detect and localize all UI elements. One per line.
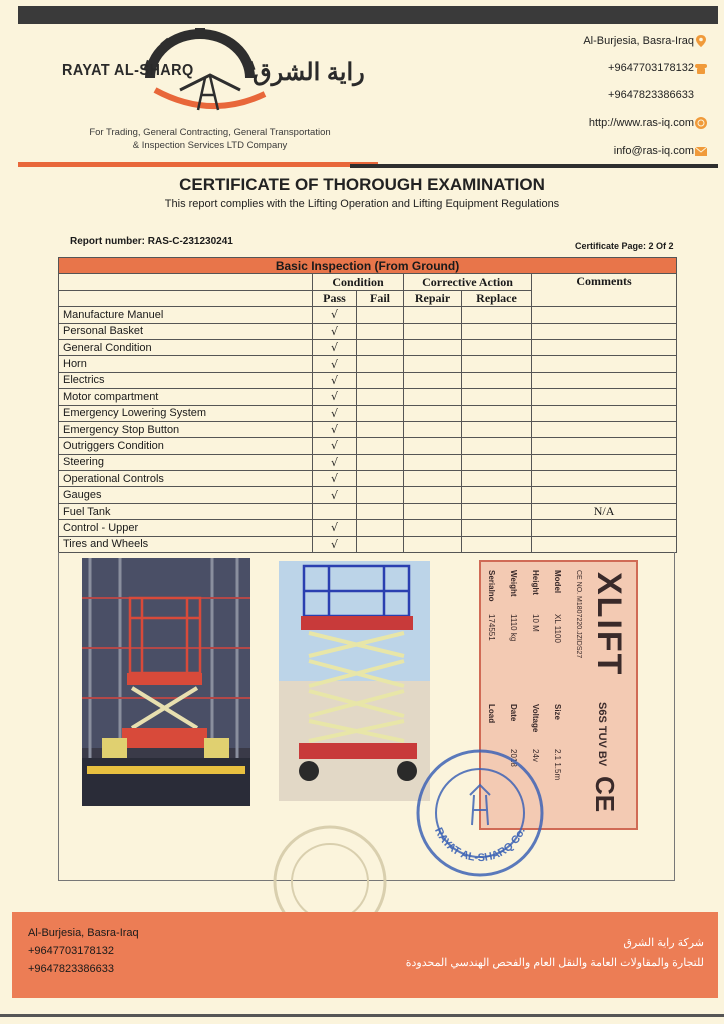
- row-fail: [357, 438, 404, 454]
- document-title: CERTIFICATE OF THOROUGH EXAMINATION: [179, 175, 545, 194]
- row-comments: [532, 339, 677, 355]
- row-item: Motor compartment: [59, 389, 313, 405]
- row-comments: N/A: [532, 503, 677, 519]
- row-pass: √: [313, 339, 357, 355]
- row-repair: [404, 389, 462, 405]
- row-fail: [357, 307, 404, 323]
- row-repair: [404, 471, 462, 487]
- row-repair: [404, 372, 462, 388]
- stamp-text: RAYAT AL-SHARQ Co.: [432, 825, 528, 865]
- location-pin-icon: [694, 34, 708, 48]
- row-fail: [357, 454, 404, 470]
- row-item: Manufacture Manuel: [59, 307, 313, 323]
- table-row: [59, 421, 677, 437]
- row-comments: [532, 323, 677, 339]
- row-repair: [404, 307, 462, 323]
- row-repair: [404, 454, 462, 470]
- row-pass: √: [313, 372, 357, 388]
- row-repair: [404, 536, 462, 552]
- contact-phone-1: +9647703178132: [608, 62, 694, 74]
- row-fail: [357, 536, 404, 552]
- row-item: Operational Controls: [59, 471, 313, 487]
- header-blank-2: [59, 290, 313, 306]
- footer-address: Al-Burjesia, Basra-Iraq: [28, 927, 139, 939]
- row-repair: [404, 323, 462, 339]
- photo-lift-outdoor: [279, 561, 430, 801]
- row-item: Control - Upper: [59, 520, 313, 536]
- row-repair: [404, 405, 462, 421]
- row-fail: [357, 356, 404, 372]
- nameplate-serial-label: Serialno: [486, 570, 496, 602]
- header-replace: Replace: [462, 290, 532, 306]
- row-fail: [357, 520, 404, 536]
- header-pass: Pass: [313, 290, 357, 306]
- svg-text:RAYAT AL-SHARQ Co.: [432, 826, 528, 864]
- nameplate-voltage-value: 24v: [530, 749, 540, 762]
- nameplate-weight-value: 1110 kg: [508, 614, 518, 642]
- nameplate-load-label: Load: [486, 704, 496, 724]
- report-number: Report number: RAS-C-231230241: [70, 236, 233, 247]
- table-row: [59, 356, 677, 372]
- table-row: [59, 487, 677, 503]
- row-comments: [532, 307, 677, 323]
- row-pass: √: [313, 323, 357, 339]
- footer-phone-2: +9647823386633: [28, 963, 114, 975]
- nameplate-brand: XLIFT: [589, 572, 628, 677]
- tagline-line-2: & Inspection Services LTD Company: [132, 140, 288, 151]
- row-fail: [357, 389, 404, 405]
- row-pass: √: [313, 454, 357, 470]
- row-repair: [404, 487, 462, 503]
- row-replace: [462, 372, 532, 388]
- header-divider-orange: [18, 162, 378, 167]
- table-row: [59, 438, 677, 454]
- row-fail: [357, 372, 404, 388]
- nameplate-weight-label: Weight: [508, 570, 518, 597]
- table-row: [59, 372, 677, 388]
- company-name-en: RAYAT AL-SHARQ: [62, 62, 194, 79]
- company-name-ar: راية الشرق: [253, 59, 365, 86]
- nameplate-date-value: 2018: [508, 749, 518, 767]
- row-comments: [532, 471, 677, 487]
- contact-website: http://www.ras-iq.com: [588, 117, 694, 129]
- row-pass: √: [313, 421, 357, 437]
- document-subtitle: This report complies with the Lifting Operation and Lifting Equipment Regulations: [164, 198, 560, 210]
- nameplate-date-label: Date: [508, 704, 518, 722]
- row-replace: [462, 421, 532, 437]
- contact-phone-2: +9647823386633: [608, 89, 694, 101]
- header-blank: [59, 274, 313, 290]
- table-row: [59, 520, 677, 536]
- row-pass: [313, 503, 357, 519]
- row-replace: [462, 520, 532, 536]
- table-row: [59, 339, 677, 355]
- envelope-icon: [694, 144, 708, 158]
- row-fail: [357, 503, 404, 519]
- row-comments: [532, 421, 677, 437]
- row-replace: [462, 356, 532, 372]
- row-replace: [462, 487, 532, 503]
- row-item: Outriggers Condition: [59, 438, 313, 454]
- row-repair: [404, 520, 462, 536]
- row-item: Emergency Lowering System: [59, 405, 313, 421]
- row-pass: √: [313, 487, 357, 503]
- nameplate-left-values: [480, 614, 568, 643]
- footer-contact: [28, 924, 139, 978]
- row-fail: [357, 421, 404, 437]
- table-row: [59, 389, 677, 405]
- row-replace: [462, 471, 532, 487]
- row-item: General Condition: [59, 339, 313, 355]
- nameplate-model-label: Model: [552, 570, 562, 594]
- header-divider-dark: [350, 164, 718, 168]
- table-row: [59, 405, 677, 421]
- row-comments: [532, 372, 677, 388]
- table-row: [59, 536, 677, 552]
- tagline-line-1: For Trading, General Contracting, General Transportation: [89, 127, 331, 138]
- row-pass: √: [313, 356, 357, 372]
- row-repair: [404, 503, 462, 519]
- top-bar: [18, 6, 718, 24]
- nameplate-serial-value: 174551: [486, 614, 496, 641]
- row-comments: [532, 356, 677, 372]
- row-pass: √: [313, 471, 357, 487]
- footer-company-ar: شركة راية الشرق: [623, 937, 704, 949]
- table-row: [59, 323, 677, 339]
- row-replace: [462, 389, 532, 405]
- row-fail: [357, 471, 404, 487]
- row-replace: [462, 454, 532, 470]
- row-fail: [357, 323, 404, 339]
- contact-address: Al-Burjesia, Basra-Iraq: [583, 35, 694, 47]
- section-title: Basic Inspection (From Ground): [59, 258, 677, 274]
- footer-phone-1: +9647703178132: [28, 945, 114, 957]
- row-pass: √: [313, 438, 357, 454]
- photo-lift-in-warehouse: [82, 558, 250, 806]
- row-comments: [532, 389, 677, 405]
- header-condition: Condition: [313, 274, 404, 290]
- table-row: [59, 471, 677, 487]
- contact-email: info@ras-iq.com: [613, 145, 694, 157]
- row-item: Steering: [59, 454, 313, 470]
- row-item: Gauges: [59, 487, 313, 503]
- header-repair: Repair: [404, 290, 462, 306]
- row-comments: [532, 536, 677, 552]
- header-corrective-action: Corrective Action: [404, 274, 532, 290]
- row-pass: √: [313, 520, 357, 536]
- row-pass: √: [313, 536, 357, 552]
- row-pass: √: [313, 405, 357, 421]
- row-comments: [532, 520, 677, 536]
- row-item: Electrics: [59, 372, 313, 388]
- nameplate-voltage-label: Voltage: [530, 704, 540, 733]
- row-fail: [357, 487, 404, 503]
- row-pass: √: [313, 389, 357, 405]
- row-repair: [404, 421, 462, 437]
- row-item: Horn: [59, 356, 313, 372]
- table-row: [59, 503, 677, 519]
- nameplate-ce-no: CE NO. M1807220.JZIDS27: [574, 570, 582, 659]
- nameplate-size-label: Size: [552, 704, 562, 721]
- nameplate-tuv: S6S TUV BV: [595, 702, 608, 767]
- row-replace: [462, 307, 532, 323]
- row-comments: [532, 487, 677, 503]
- table-row: [59, 454, 677, 470]
- globe-icon: [694, 116, 708, 130]
- inspection-table: [58, 257, 677, 553]
- nameplate-height-label: Height: [530, 570, 540, 595]
- row-fail: [357, 405, 404, 421]
- row-repair: [404, 339, 462, 355]
- nameplate-model-value: XL 1100: [552, 614, 562, 643]
- header-fail: Fail: [357, 290, 404, 306]
- row-replace: [462, 323, 532, 339]
- row-pass: √: [313, 307, 357, 323]
- table-row: [59, 307, 677, 323]
- nameplate-height-value: 10 M: [530, 614, 540, 632]
- nameplate-ce-mark: CE: [589, 776, 620, 813]
- row-comments: [532, 405, 677, 421]
- row-replace: [462, 339, 532, 355]
- row-replace: [462, 405, 532, 421]
- row-replace: [462, 503, 532, 519]
- bottom-bar: [0, 1014, 724, 1017]
- header-comments: Comments: [532, 274, 677, 307]
- nameplate-right-labels: [480, 704, 568, 732]
- row-repair: [404, 356, 462, 372]
- row-item: Tires and Wheels: [59, 536, 313, 552]
- row-item: Fuel Tank: [59, 503, 313, 519]
- nameplate-left-labels: [480, 570, 568, 602]
- row-replace: [462, 438, 532, 454]
- company-tagline: [60, 126, 360, 152]
- phone-icon: [694, 61, 708, 75]
- row-repair: [404, 438, 462, 454]
- footer-tagline-ar: للتجارة والمقاولات العامة والنقل العام والفحص الهندسي المحدودة: [405, 957, 704, 969]
- row-comments: [532, 438, 677, 454]
- certificate-page: Certificate Page: 2 Of 2: [575, 241, 674, 251]
- row-replace: [462, 536, 532, 552]
- row-comments: [532, 454, 677, 470]
- company-stamp-icon: [412, 745, 548, 881]
- row-item: Emergency Stop Button: [59, 421, 313, 437]
- nameplate-size-value: 2.1 1.5m: [552, 749, 562, 781]
- row-item: Personal Basket: [59, 323, 313, 339]
- row-fail: [357, 339, 404, 355]
